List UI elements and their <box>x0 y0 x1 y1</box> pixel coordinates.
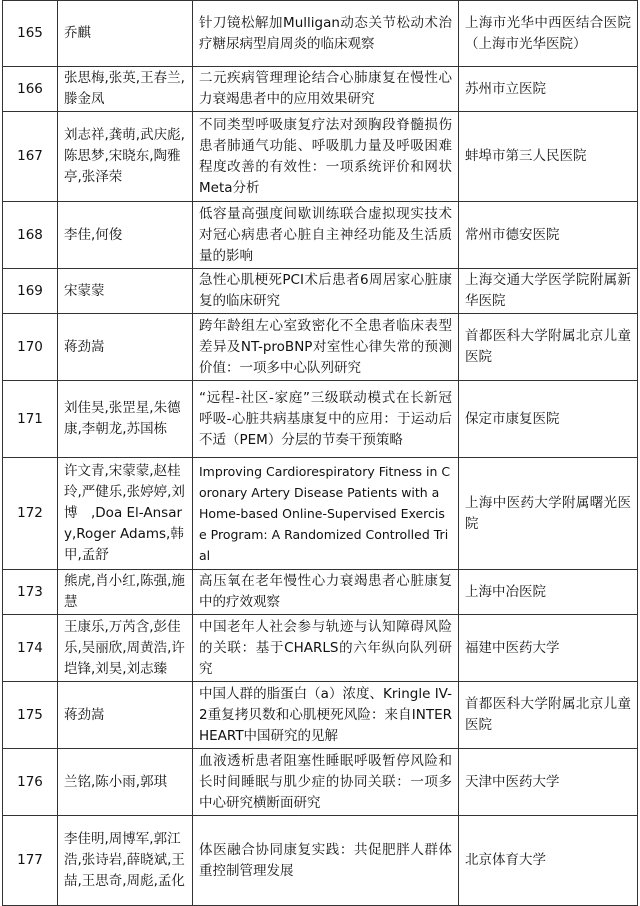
authors-cell: 王康乐,万芮含,彭佳乐,吴丽欣,周黄浩,许垲锋,刘昊,刘志臻 <box>58 615 193 682</box>
row-number: 170 <box>3 314 58 381</box>
title-cell: 二元疾病管理理论结合心肺康复在慢性心力衰竭患者中的应用效果研究 <box>193 67 459 112</box>
table-row <box>3 269 638 314</box>
table-row <box>3 816 638 906</box>
table-row <box>3 112 638 202</box>
authors-cell: 宋蒙蒙 <box>58 269 193 314</box>
authors-cell: 熊虎,肖小红,陈强,施慧 <box>58 570 193 615</box>
row-number: 177 <box>3 816 58 906</box>
table-row <box>3 1 638 67</box>
institution-cell: 常州市德安医院 <box>459 202 638 269</box>
institution-cell: 上海市光华中西医结合医院（上海市光华医院） <box>459 1 638 67</box>
title-cell: 体医融合协同康复实践：共促肥胖人群体重控制管理发展 <box>193 816 459 906</box>
institution-cell: 上海交通大学医学院附属新华医院 <box>459 269 638 314</box>
title-cell: 低容量高强度间歇训练联合虚拟现实技术对冠心病患者心脏自主神经功能及生活质量的影响 <box>193 202 459 269</box>
institution-cell: 上海中冶医院 <box>459 570 638 615</box>
row-number: 176 <box>3 749 58 816</box>
title-cell: Improving Cardiorespiratory Fitness in Coronary Artery Disease Patients with a Home-based Online-Supervised Exercise Program: A Randomized Controlled Trial <box>193 458 459 570</box>
authors-cell: 兰铭,陈小雨,郭琪 <box>58 749 193 816</box>
title-cell: 急性心肌梗死PCI术后患者6周居家心脏康复的临床研究 <box>193 269 459 314</box>
row-number: 166 <box>3 67 58 112</box>
institution-cell: 蚌埠市第三人民医院 <box>459 112 638 202</box>
authors-cell: 李佳,何俊 <box>58 202 193 269</box>
row-number: 175 <box>3 682 58 749</box>
authors-cell: 刘志祥,龚萌,武庆彪,陈思梦,宋晓东,陶雅亭,张泽荣 <box>58 112 193 202</box>
title-cell: 不同类型呼吸康复疗法对颈胸段脊髓损伤患者肺通气功能、呼吸肌力量及呼吸困难程度改善的有效性：一项系统评价和网状Meta分析 <box>193 112 459 202</box>
title-cell: 高压氧在老年慢性心力衰竭患者心脏康复中的疗效观察 <box>193 570 459 615</box>
row-number: 172 <box>3 458 58 570</box>
institution-cell: 首都医科大学附属北京儿童医院 <box>459 682 638 749</box>
row-number: 173 <box>3 570 58 615</box>
title-cell: 血液透析患者阻塞性睡眠呼吸暂停风险和长时间睡眠与肌少症的协同关联：一项多中心研究横断面研究 <box>193 749 459 816</box>
paper-list-table <box>2 0 638 906</box>
authors-cell: 李佳明,周博军,郭江浩,张诗岩,薛晓斌,王喆,王思奇,周彪,孟化 <box>58 816 193 906</box>
title-cell: 针刀镜松解加Mulligan动态关节松动术治疗糖尿病型肩周炎的临床观察 <box>193 1 459 67</box>
table-row <box>3 381 638 458</box>
authors-cell: 许文青,宋蒙蒙,赵桂玲,严健乐,张婷婷,刘 博 ,Doa El-Ansary,Roger Adams,韩甲,孟舒 <box>58 458 193 570</box>
table-row <box>3 570 638 615</box>
table-row <box>3 67 638 112</box>
institution-cell: 福建中医药大学 <box>459 615 638 682</box>
institution-cell: 北京体育大学 <box>459 816 638 906</box>
title-cell: “远程-社区-家庭”三级联动模式在长新冠呼吸-心脏共病基康复中的应用：于运动后不适（PEM）分层的节奏干预策略 <box>193 381 459 458</box>
authors-cell: 刘佳昊,张罡星,朱德康,李朝龙,苏国栋 <box>58 381 193 458</box>
table-row <box>3 314 638 381</box>
table-row <box>3 458 638 570</box>
institution-cell: 上海中医药大学附属曙光医院 <box>459 458 638 570</box>
authors-cell: 乔麒 <box>58 1 193 67</box>
row-number: 171 <box>3 381 58 458</box>
institution-cell: 首都医科大学附属北京儿童医院 <box>459 314 638 381</box>
institution-cell: 苏州市立医院 <box>459 67 638 112</box>
row-number: 174 <box>3 615 58 682</box>
row-number: 168 <box>3 202 58 269</box>
authors-cell: 蒋劲嵩 <box>58 682 193 749</box>
row-number: 167 <box>3 112 58 202</box>
table-row <box>3 749 638 816</box>
title-cell: 中国人群的脂蛋白（a）浓度、Kringle IV-2重复拷贝数和心肌梗死风险：来自INTERHEART中国研究的见解 <box>193 682 459 749</box>
title-cell: 中国老年人社会参与轨迹与认知障碍风险的关联：基于CHARLS的六年纵向队列研究 <box>193 615 459 682</box>
row-number: 165 <box>3 1 58 67</box>
table-row <box>3 682 638 749</box>
table-row <box>3 615 638 682</box>
title-cell: 跨年龄组左心室致密化不全患者临床表型差异及NT-proBNP对室性心律失常的预测价值：一项多中心队列研究 <box>193 314 459 381</box>
institution-cell: 天津中医药大学 <box>459 749 638 816</box>
authors-cell: 张思梅,张英,王春兰,滕金凤 <box>58 67 193 112</box>
table-row <box>3 202 638 269</box>
institution-cell: 保定市康复医院 <box>459 381 638 458</box>
row-number: 169 <box>3 269 58 314</box>
authors-cell: 蒋劲嵩 <box>58 314 193 381</box>
